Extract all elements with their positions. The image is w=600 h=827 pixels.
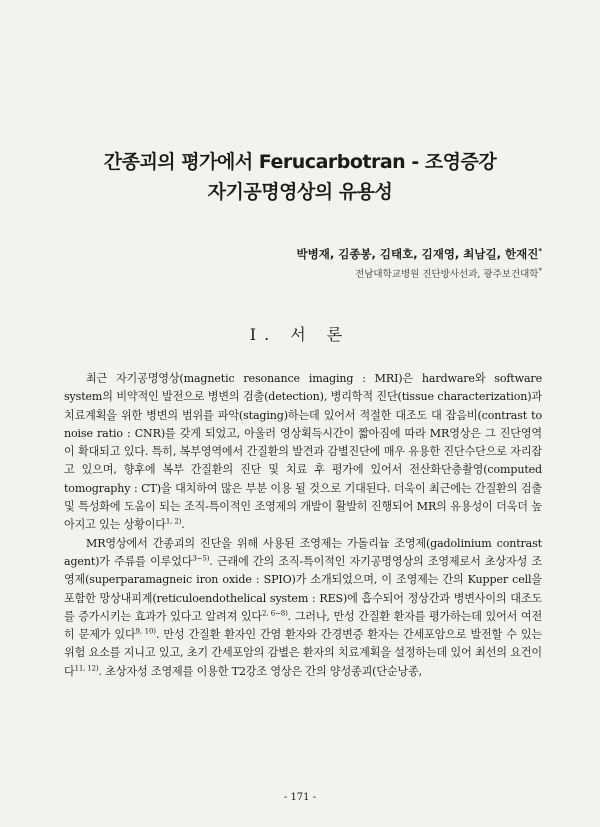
paper-title: [60, 147, 540, 207]
paragraph-text: . 그러나, 만성 간질환 환자를 평가하는데 있어서 여전히 문제가 있다: [64, 609, 543, 642]
author-mark: *: [538, 247, 542, 256]
page-number: - 171 -: [283, 792, 317, 803]
paragraph-text: 최근 자기공명영상(magnetic resonance imaging : MRI)은 hardware와 software system의 비약적인 발전으로 병변의 검출(detection), 병리학적 진단(tissue characterization)과 치료계획을 위한 병변의 범위를 파악(staging)하는데 있어서 적절한 대조도 대 잡음비(contrast to noise ratio : CNR)를 갖게 되었고, 아울러 영상획득시간이 짧아짐에 따라 MR영상은 그 진단영역이 확대되고 있다. 특히, 복부영역에서 간질환의 발견과 감별진단에 매우 유용한 진단수단으로 자리잡고 있으며, 향후에 복부 간질환의 진단 및 치료 후 평가에 있어서 전산화단층촬영(computed tomography : CT)을 대치하여 많은 부분 이용 될 것으로 기대된다. 더욱이 최근에는 간질환의 검출 및 특성화에 도움이 되는 조직-특이적인 조영제의 개발이 활발히 진행되어 MR의 유용성이 더욱더 높아지고 있는 상황이다: [64, 372, 542, 532]
section-title: 서 론: [290, 325, 351, 344]
citation-mark: 9, 10): [135, 627, 156, 636]
paragraph-text: . 만성 간질환 환자인 간염 환자와 간경변증 환자는 간세포암으로 발전할 수 있는 위험 요소를 지니고 있고, 초기 간세포암의 감별은 환자의 치료계획을 설정하는데 있어 최선의 요건이다: [64, 628, 542, 678]
author-names: 박병재, 김종봉, 김태호, 김재영, 최남길, 한재진: [296, 247, 539, 261]
paragraph-text: . 근래에 간의 조직-특이적인 자기공명영상의 조영제로서 초상자성 조영제(superparamagneic iron oxide : SPIO)가 소개되었으며, 이 조영제는 간의 Kupper cell을 포함한 망상내피계(reticuloendothelical system : RES)에 흡수되어 정상간과 병변사이의 대조도를 증가시키는 효과가 있다고 알려져 있다: [64, 554, 542, 623]
section-number: I.: [249, 325, 278, 344]
citation-mark: 11, 12): [74, 664, 99, 673]
affiliation: [355, 266, 542, 280]
citation-mark: 2, 6∼8): [262, 609, 288, 618]
citation-mark: 3∼5): [192, 554, 210, 563]
section-heading: [0, 322, 600, 345]
affiliation-text: 전남대학교병원 진단방사선과, 광주보건대학: [355, 269, 539, 280]
paper-title-line-2: 자기공명영상의 유용성: [207, 181, 393, 203]
paragraph: [64, 535, 542, 681]
paragraph-text: . 초상자성 조영제를 이용한 T2강조 영상은 간의 양성종괴(단순낭종,: [98, 664, 422, 678]
author-list: [297, 246, 543, 262]
paragraph-text: MR영상에서 간종괴의 진단을 위해 사용된 조영제는 가돌리늄 조영제(gadolinium contrast agent)가 주류를 이루었다: [64, 536, 542, 568]
paragraph-text: .: [181, 518, 185, 532]
paragraph: [64, 370, 542, 535]
paper-title-line-1: 간종괴의 평가에서 Ferucarbotran - 조영증강: [103, 151, 497, 173]
body-text: [64, 370, 542, 681]
affiliation-mark: *: [538, 266, 542, 275]
citation-mark: 1, 2): [165, 517, 182, 526]
